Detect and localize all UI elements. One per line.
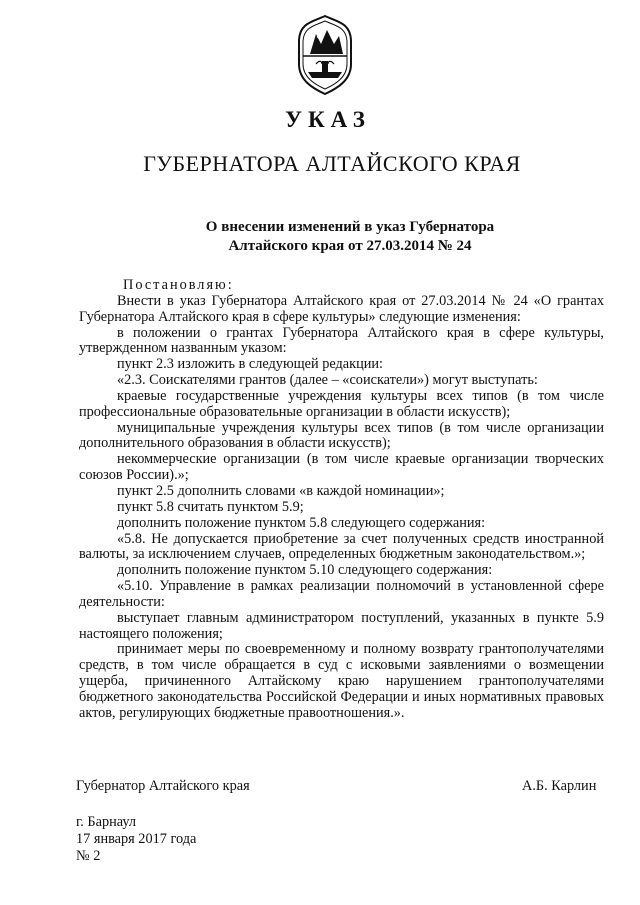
issue-city: г. Барнаул <box>76 814 137 830</box>
body-paragraph: пункт 2.5 дополнить словами «в каждой номинации»; <box>117 482 445 499</box>
document-title: УКАЗ <box>285 107 371 132</box>
body-paragraph: «5.8. Не допускается приобретение за счет полученных средств иностранной валюты, за исключением случаев, определенных бюджетным законодательством.»; <box>79 530 604 563</box>
issue-number: № 2 <box>76 848 101 864</box>
body-paragraph: некоммерческие организации (в том числе краевые организации творческих союзов России).»; <box>79 451 604 484</box>
body-paragraph: дополнить положение пунктом 5.10 следующего содержания: <box>117 562 493 579</box>
coat-of-arms-icon <box>294 14 356 96</box>
heading-line: О внесении изменений в указ Губернатора <box>205 219 495 235</box>
body-paragraph: дополнить положение пунктом 5.8 следующего содержания: <box>117 514 486 531</box>
body-paragraph: муниципальные учреждения культуры всех типов (в том числе организации дополнительного образования в области искусств); <box>79 419 604 452</box>
body-paragraph: «5.10. Управление в рамках реализации полномочий в установленной сфере деятельности: <box>79 578 604 610</box>
body-paragraph: выступает главным администратором поступлений, указанных в пункте 5.9 настоящего положения; <box>79 609 604 642</box>
body-paragraph: краевые государственные учреждения культуры всех типов (в том числе профессиональные образовательные организации в области искусств); <box>79 387 604 420</box>
body-paragraph: принимает меры по своевременному и полному возврату грантополучателями средств, в том числе обращается в суд с исковыми заявлениями о возмещении ущерба, причиненного Алтайскому краю нарушением грантополучателями бюджетного законодательства Российской Федерации и иных нормативных правовых актов, регулирующих бюджетные правоотношения.». <box>79 641 604 721</box>
document-heading <box>0 218 640 256</box>
body-paragraph: Внести в указ Губернатора Алтайского края от 27.03.2014 № 24 «О грантах Губернатора Алтайского края в сфере культуры» следующие изменения: <box>79 292 604 325</box>
signature-title: Губернатор Алтайского края <box>76 778 250 794</box>
body-paragraph: пункт 5.8 считать пунктом 5.9; <box>117 498 304 515</box>
document-body <box>79 278 604 722</box>
signature-name: А.Б. Карлин <box>522 778 597 794</box>
decree-word: Постановляю: <box>123 277 234 293</box>
body-paragraph: пункт 2.3 изложить в следующей редакции: <box>117 356 384 373</box>
issuer-title: ГУБЕРНАТОРА АЛТАЙСКОГО КРАЯ <box>143 151 521 176</box>
heading-line: Алтайского края от 27.03.2014 № 24 <box>228 238 472 254</box>
body-paragraph: «2.3. Соискателями грантов (далее – «соискатели») могут выступать: <box>117 372 538 389</box>
issue-date: 17 января 2017 года <box>76 831 197 847</box>
issue-details <box>76 814 196 865</box>
body-paragraph: в положении о грантах Губернатора Алтайского края в сфере культуры, утвержденном названным указом: <box>79 324 604 357</box>
